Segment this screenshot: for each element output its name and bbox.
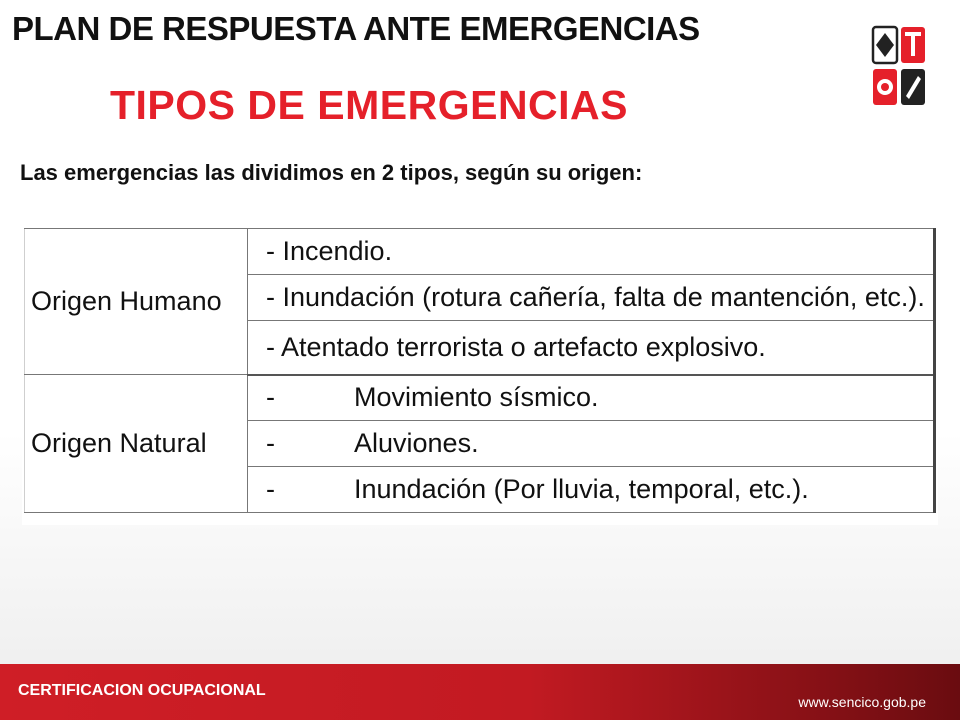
- intro-text: Las emergencias las dividimos en 2 tipos, según su origen:: [20, 160, 643, 185]
- table-cell: [248, 421, 935, 467]
- category-cell: Origen Humano: [25, 229, 248, 375]
- item-text: Movimiento sísmico.: [354, 382, 599, 413]
- table-cell: - Incendio.: [248, 229, 935, 275]
- footer-url: www.sencico.gob.pe: [798, 694, 926, 710]
- item-text: Inundación (Por lluvia, temporal, etc.).: [354, 474, 809, 504]
- dash-marker: -: [266, 474, 275, 504]
- page-title: PLAN DE RESPUESTA ANTE EMERGENCIAS: [12, 10, 700, 47]
- category-cell: Origen Natural: [25, 375, 248, 513]
- footer-label: CERTIFICACION OCUPACIONAL: [18, 682, 266, 699]
- table-row: [25, 229, 935, 275]
- logo-icon: [870, 24, 928, 110]
- dash-marker: -: [266, 428, 275, 458]
- footer-bar: [0, 664, 960, 720]
- emergency-types-table: [22, 225, 938, 525]
- table-cell: [248, 375, 935, 421]
- dash-marker: -: [266, 382, 275, 413]
- table-cell: - Atentado terrorista o artefacto explosivo.: [248, 321, 935, 375]
- item-text: Aluviones.: [354, 428, 479, 458]
- table-cell: [248, 467, 935, 513]
- section-title: TIPOS DE EMERGENCIAS: [110, 82, 629, 128]
- table-cell: - Inundación (rotura cañería, falta de mantención, etc.).: [248, 275, 935, 321]
- table-row: [25, 375, 935, 421]
